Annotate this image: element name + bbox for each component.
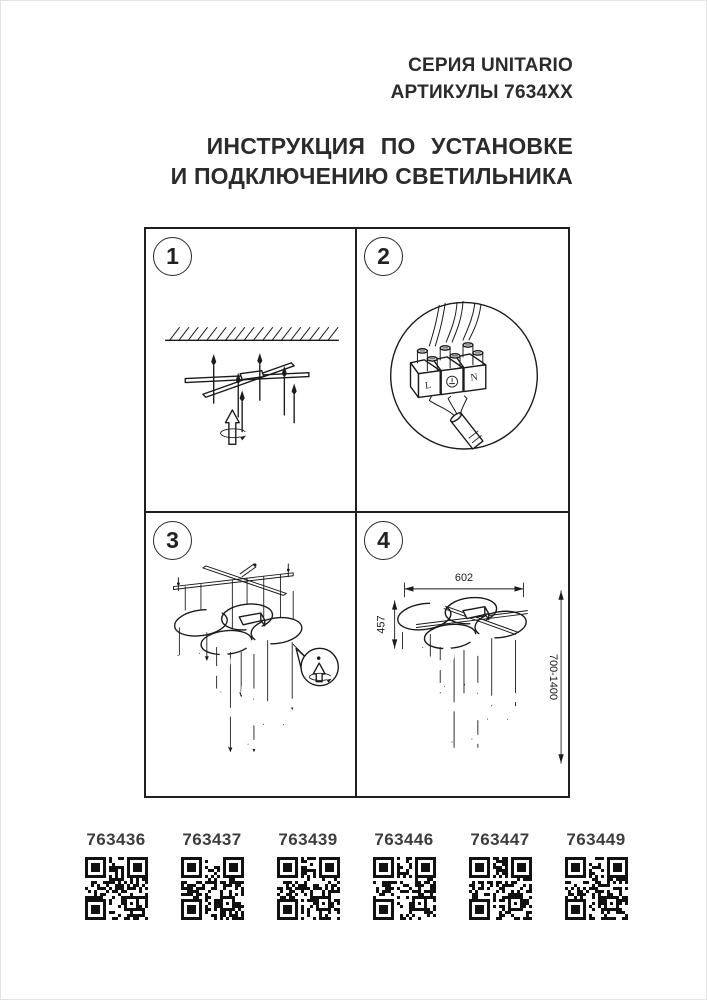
step-2-panel	[357, 229, 568, 513]
article-code: 763437	[182, 830, 242, 849]
suspension-crossbar	[173, 563, 293, 595]
articles-line: АРТИКУЛЫ 7634XX	[390, 82, 573, 103]
article-code: 763436	[86, 830, 146, 849]
dimension-width	[405, 571, 524, 596]
terminal-label-neutral: N	[469, 371, 479, 384]
step-4-number: 4	[364, 521, 403, 560]
article-code: 763449	[566, 830, 626, 849]
title-line-2: И ПОДКЛЮЧЕНИЮ СВЕТИЛЬНИКА	[170, 163, 573, 189]
terminal-block	[410, 343, 485, 398]
ceiling-hatch	[166, 328, 339, 341]
step-1-panel	[146, 229, 357, 513]
qr-code	[85, 857, 148, 920]
qr-code	[565, 857, 628, 920]
step-4-panel	[357, 513, 568, 797]
page-title	[171, 131, 573, 191]
article-column	[70, 830, 162, 925]
article-code: 763447	[470, 830, 530, 849]
title-line-1: ИНСТРУКЦИЯ ПО УСТАНОВКЕ	[206, 133, 573, 159]
step-1-number: 1	[153, 237, 192, 276]
steps-grid	[144, 227, 570, 798]
article-column	[358, 830, 450, 925]
article-code: 763446	[374, 830, 434, 849]
step-3-panel	[146, 513, 357, 797]
series-name: СЕРИЯ UNITARIO	[408, 55, 573, 76]
qr-code	[373, 857, 436, 920]
mounting-bracket	[185, 363, 309, 397]
qr-code	[277, 857, 340, 920]
series-block	[391, 52, 573, 106]
dimension-canopy-height	[376, 600, 398, 648]
dim-overall-height-value: 700-1400	[547, 653, 560, 700]
qr-code	[181, 857, 244, 920]
article-column	[166, 830, 258, 925]
terminal-label-live: L	[424, 379, 432, 392]
dim-canopy-height-value: 457	[375, 614, 388, 634]
article-column	[454, 830, 546, 925]
dimension-overall-height	[547, 590, 564, 762]
article-code: 763439	[278, 830, 338, 849]
article-column	[262, 830, 354, 925]
article-column	[550, 830, 642, 925]
step-3-number: 3	[153, 521, 192, 560]
step-2-number: 2	[364, 237, 403, 276]
detail-callout	[293, 644, 338, 685]
qr-code	[469, 857, 532, 920]
suspension-wires	[177, 574, 294, 752]
dim-width-value: 602	[454, 571, 474, 584]
luminaire-cable	[429, 396, 483, 449]
